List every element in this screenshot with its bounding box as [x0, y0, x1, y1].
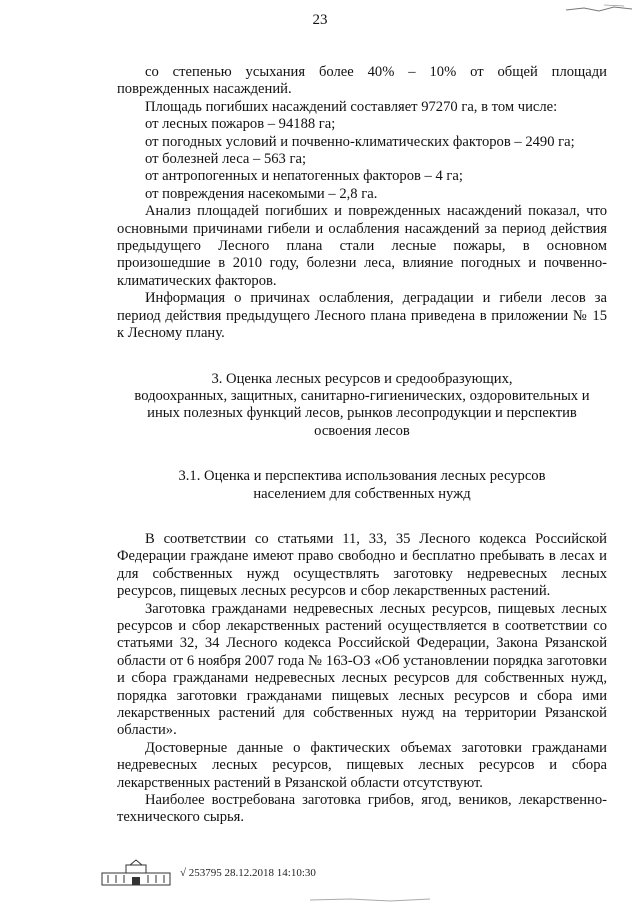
paragraph: Наиболее востребована заготовка грибов, ягод, веников, лекарственно-технического сырья.	[117, 792, 607, 826]
footer	[100, 858, 316, 888]
list-item: от повреждения насекомыми – 2,8 га.	[145, 185, 378, 202]
list-item: от антропогенных и непатогенных факторов – 4 га;	[145, 168, 463, 185]
section-heading-line: 3. Оценка лесных ресурсов и средообразующих,	[211, 370, 513, 387]
document-body	[117, 64, 607, 827]
section-heading-line: иных полезных функций лесов, рынков лесопродукции и перспектив	[147, 405, 577, 422]
paragraph: В соответствии со статьями 11, 33, 35 Лесного кодекса Российской Федерации граждане имеют право свободно и бесплатно пребывать в лесах и для собственных нужд осуществлять заготовку недревесных лесных ресурсов, пищевых лесных ресурсов и сбор лекарственных растений.	[117, 530, 607, 600]
list-item: от болезней леса – 563 га;	[145, 151, 307, 168]
section-heading-line: освоения лесов	[314, 422, 410, 439]
section-heading	[117, 371, 607, 441]
scan-artifact-bottom	[310, 895, 430, 903]
paragraph: Информация о причинах ослабления, деградации и гибели лесов за период действия предыдущего Лесного плана приведена в приложении № 15 к Лесному плану.	[117, 290, 607, 342]
paragraph: со степенью усыхания более 40% – 10% от общей площади поврежденных насаждений.	[117, 64, 607, 98]
section-heading-line: водоохранных, защитных, санитарно-гигиенических, оздоровительных и	[134, 387, 590, 404]
subsection-heading	[117, 468, 607, 503]
paragraph: Заготовка гражданами недревесных лесных ресурсов, пищевых лесных ресурсов и сбор лекарственных растений осуществляется в соответствии со статьями 32, 34 Лесного кодекса Российской Федерации, Закона Рязанской области от 6 ноября 2007 года № 163-ОЗ «Об установлении порядка заготовки и сбора гражданами недревесных лесных ресурсов для собственных нужд, порядка заготовки гражданами пищевых лесных ресурсов и сбора ими лекарственных растений для собственных нужд на территории Рязанской области».	[117, 600, 607, 739]
paragraph: Анализ площадей погибших и поврежденных насаждений показал, что основными причинами гибели и ослабления насаждений за период действия предыдущего Лесного плана стали лесные пожары, в основном произошедшие в 2010 году, болезни леса, влияние погодных и почвенно-климатических факторов.	[117, 203, 607, 289]
subsection-heading-line: населением для собственных нужд	[253, 485, 471, 502]
subsection-heading-line: 3.1. Оценка и перспектива использования лесных ресурсов	[178, 468, 546, 485]
list-item: от погодных условий и почвенно-климатических факторов – 2490 га;	[145, 133, 575, 150]
paragraph: Достоверные данные о фактических объемах заготовки гражданами недревесных лесных ресурсов, пищевых лесных ресурсов и сбора лекарственных растений в Рязанской области отсутствуют.	[117, 739, 607, 791]
page-number: 23	[312, 12, 328, 28]
list-item: от лесных пожаров – 94188 га;	[145, 116, 336, 133]
paragraph: Площадь погибших насаждений составляет 97270 га, в том числе:	[145, 98, 558, 115]
document-registration-mark: √ 253795 28.12.2018 14:10:30	[180, 867, 316, 879]
building-stamp-icon	[100, 859, 172, 887]
